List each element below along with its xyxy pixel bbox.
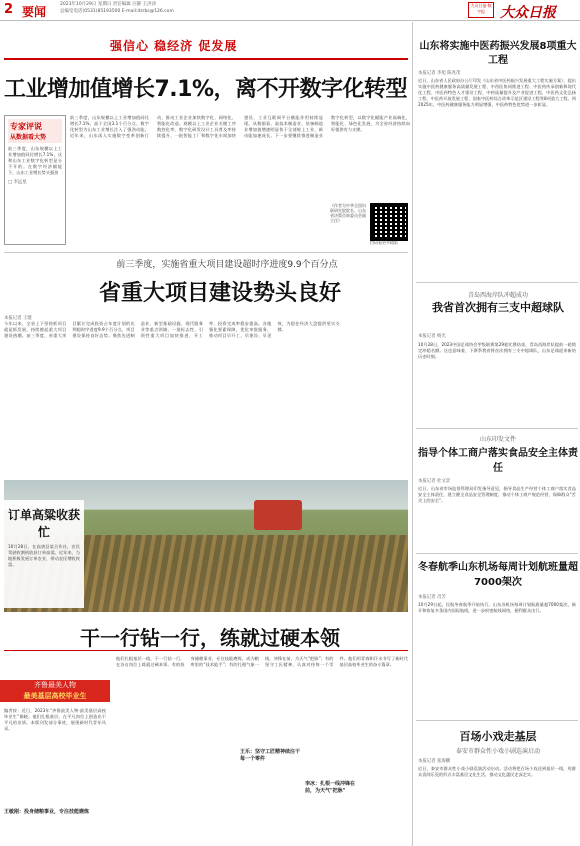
right-story3-sub: 山东印发文件 — [479, 436, 516, 443]
right-story3-body: 近日，山东省市场监督管理局印发指导意见，指导食品生产经营个体工商户落实食品安全主体责任，建立健全食品安全管理制度，推动个体工商户规范经营，保障群众“舌尖上的安全”。 — [418, 486, 576, 503]
right-story4-body: 10月29日起，民航冬春航季开始执行。山东各机场每周计划航班量超7000架次，新开和恢复多条国内国际航线，进一步织密航线网络，便利群众出行。 — [418, 602, 576, 613]
subhead-1: 王敏刚：投身储粮事业，专注技能磨炼 — [4, 809, 90, 815]
divider — [416, 282, 578, 283]
right-story2-sub: 青岛西海岸队冲超成功 — [467, 292, 528, 299]
column-divider — [412, 22, 413, 846]
subhead-3: 王乐：坚守工匠精神续注干每一个零件 — [240, 749, 301, 762]
story1-kicker: 前三季度，实施省重大项目建设超时序进度9.9个百分点 — [116, 260, 338, 270]
right-story2-body: 10月28日，2023中国足球协会甲级联赛第29轮比赛结束，青岛西海岸队提前一轮锁定冲超名额。这也意味着，下赛季我省将首次拥有三支中超球队，山东足球迎来新的历史时刻。 — [418, 342, 576, 359]
page-headline: 工业增加值增长7.1%，离不开数字化转型 — [4, 77, 408, 102]
right-story3-title: 指导个体工商户落实食品安全主体责任 — [418, 448, 578, 474]
feature-tag2: 最美基层高校毕业生 — [23, 692, 87, 700]
qr-code[interactable] — [370, 203, 408, 241]
photo-caption-text: 10月28日，在高唐县某合作社，农民驾驶收割机收获订单高粱。近年来，当地积极发展订单农业，带动农民增收致富。 — [8, 544, 80, 567]
right-story1-title: 山东将实施中医药振兴发展8项重大工程 — [419, 41, 577, 66]
story2-body: 他们扎根基层一线，干一行钻一行，在各自岗位上练就过硬本领。有的投身储粮事业，专注技能磨炼，成为粮库里的“技术能手”；有的扎根气象一线，冲锋在前，为天气“把脉”；有的坚守工匠精神，认真对待每一个零件。他们用青春和汗水书写了新时代基层高校毕业生的奋斗篇章。 — [116, 656, 408, 667]
commentary-tag: 专家评说 — [10, 122, 42, 131]
right-story4-byline: 本报记者 肖芳 — [418, 595, 446, 600]
feature-ribbon — [0, 680, 110, 702]
lead-article-body: 前三季度，山东规模以上工业增加值同比增长7.1%，高于全国3.1个百分点。数字化转型为山东工业增长注入了强劲动能。近年来，山东深入实施数字变革创新行动，推动工业企业加快数字化、网络化、智能化改造。规模以上工业企业关键工序数控化率、数字化研发设计工具普及率持续提升，一批智能工厂和数字化车间加快建设，工业互联网平台赋能作用持续显现。从数据看，高技术制造业、装备制造业增加值增速明显快于全部规上工业，新动能加速成长。下一步要继续推进制造业数字化转型，以数字化赋能产业高端化、智能化、绿色化发展，为全省经济持续向好提供有力支撑。 — [70, 115, 410, 138]
newspaper-logo: 大众日报 — [500, 5, 556, 21]
commentary-author: □ 李远星 — [8, 180, 27, 185]
masthead — [0, 0, 580, 21]
right-story3-byline: 本报记者 杜文景 — [418, 479, 451, 484]
right-story5-body: 近日，泰安市群众性小戏小剧巡演活动启动。活动将把百场小戏送到基层一线，用群众喜闻乐见的形式丰富基层文化生活，推动文化惠民走深走实。 — [418, 766, 576, 777]
commentary-tag-block — [8, 119, 62, 143]
commentary-lead: 前三季度，山东规模以上工业增加值同比增长7.1%，这和山东工业数字化转型是分不开的。在数字经济赋能下，山东工业增长势头强劲 — [8, 146, 62, 175]
digital-edition-seal: 大众日报·数字报 — [468, 2, 494, 18]
divider — [416, 553, 578, 554]
right-story2-byline: 本报记者 杨光 — [418, 334, 446, 339]
feature-tag1: 齐鲁最美人物 — [34, 681, 76, 689]
qr-caption: 扫码看更多精彩 — [370, 240, 398, 245]
right-story4-title: 冬春航季山东机场每周计划航班量超7000架次 — [418, 562, 578, 588]
masthead-meta: 2023年10月29日 星期日 责任编辑 汪静 王洪涛 总编室电话(0531)85193500 E-mail:dzrbs@126.com — [60, 2, 174, 14]
right-story2-title: 我省首次拥有三支中超球队 — [432, 301, 564, 314]
story1-body — [4, 315, 408, 471]
divider — [4, 58, 408, 60]
story1-byline: 本报记者 王建 — [4, 316, 32, 321]
commentary-tag-sub: 从数据看大势 — [10, 134, 47, 141]
divider — [416, 428, 578, 429]
section-name: 要闻 — [22, 5, 47, 19]
story1-title: 省重大项目建设势头良好 — [98, 281, 341, 306]
right-story1-byline: 本报记者 李旭 陈兆茂 — [418, 71, 461, 76]
harvester-icon — [254, 500, 302, 530]
top-banner-slogan: 强信心 稳经济 促发展 — [110, 39, 238, 53]
photo-caption-title: 订单高粱收获忙 — [7, 508, 80, 539]
right-story5-byline: 本报记者 张海鹏 — [418, 759, 451, 764]
subhead-2: 李冰：扎根一线冲锋在前，为天气"把脉" — [305, 781, 356, 794]
right-story5-sub: 泰安市群众性小戏小剧巡演启动 — [455, 748, 540, 755]
right-story1-body: 近日，山东省人民政府办公厅印发《山东省中医药振兴发展重大工程实施方案》，提出实施中医药健康服务高质量发展工程、中西医协同推进工程、中医药传承创新和现代化工程、中医药特色人才建设工程、中药质量提升及产业促进工程、中医药文化弘扬工程、中医药开放发展工程、国家中医药综合改革示范区建设工程等8项重大工程。到2025年，中医药健康服务能力明显增强，中医药特色优势进一步彰显。 — [418, 78, 576, 107]
story2-title: 干一行钻一行，练就过硬本领 — [80, 626, 340, 650]
sidebar-feature — [0, 680, 110, 846]
qr-label: 《作者为中华全国妇联研究院院长、山东省决策咨询委员会副主任》 — [330, 203, 366, 223]
divider — [416, 720, 578, 721]
commentary-box — [4, 115, 66, 245]
photo-caption-box — [4, 500, 84, 608]
page-number: 2 — [4, 2, 14, 17]
story1-text: 今年以来，全省上下坚持抓项目就是抓发展，持续掀起重大项目建设热潮。前三季度，省重大项目累计完成投资占年度计划的比例超时序进度9.9个百分点，项目建设保持良好态势。聚焦先进制造业、新型基础设施、现代服务业等重点领域，一批标志性、引领性重大项目加快推进，开工率、投资完成率稳步提高。各地强化要素保障，优化审批服务，推动项目早开工、早建设、早见效，为稳住经济大盘提供坚实支撑。 — [4, 321, 340, 338]
right-story5-title: 百场小戏走基层 — [459, 730, 537, 743]
divider — [4, 252, 408, 253]
feature-intro: 编者按：近日，2023年“齐鲁最美人物·最美基层高校毕业生”揭晓。他们扎根基层，在平凡岗位上创造出不平凡的业绩。本版刊发部分事迹，展现新时代青年风采。 — [4, 708, 106, 731]
divider — [4, 650, 408, 651]
